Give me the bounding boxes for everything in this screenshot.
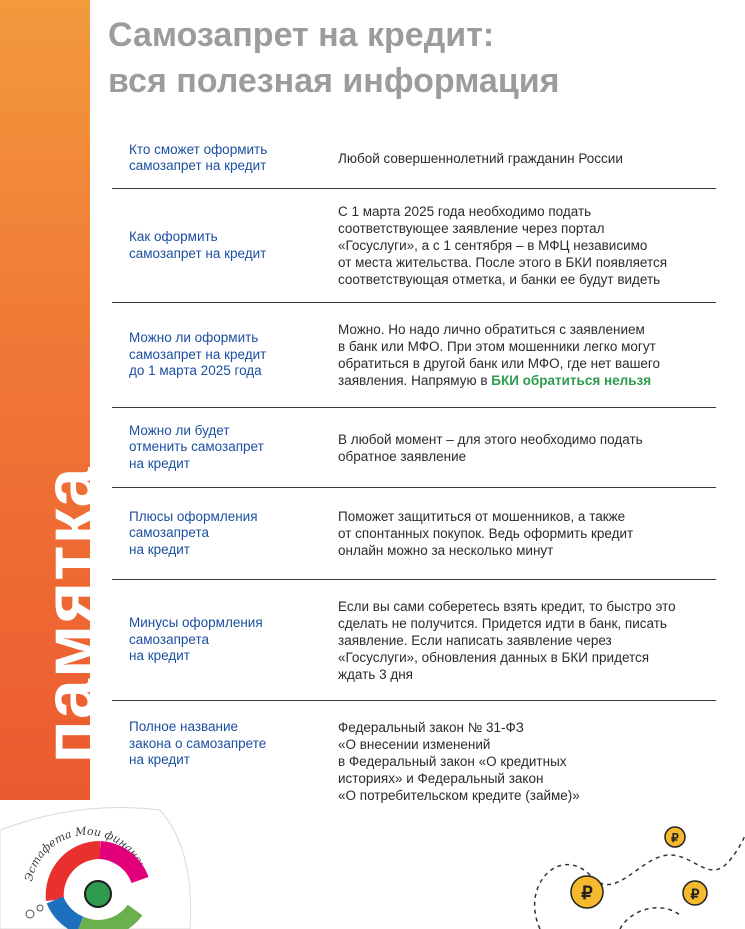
info-table bbox=[112, 128, 716, 801]
row-answer: Любой совершеннолетний гражданин России bbox=[338, 150, 623, 166]
row-question: Можно ли оформить самозапрет на кредит до 1 марта 2025 года bbox=[129, 330, 267, 379]
row-question: Как оформить самозапрет на кредит bbox=[129, 229, 267, 261]
table-row bbox=[112, 128, 716, 189]
table-row bbox=[112, 303, 716, 408]
coin-symbol: ₽ bbox=[671, 831, 679, 845]
row-question: Кто сможет оформить самозапрет на кредит bbox=[129, 141, 268, 173]
row-answer-accent: БКИ обратиться нельзя bbox=[491, 373, 652, 388]
coin-symbol: ₽ bbox=[690, 886, 700, 902]
row-question: Минусы оформления самозапрета на кредит bbox=[129, 615, 263, 664]
row-question: Плюсы оформления самозапрета на кредит bbox=[129, 508, 258, 557]
coin-symbol: ₽ bbox=[581, 883, 593, 903]
coins-illustration bbox=[520, 815, 745, 929]
dotted-path bbox=[535, 835, 745, 929]
title-line-1: Самозапрет на кредит: bbox=[108, 16, 495, 54]
estafeta-logo bbox=[0, 790, 200, 929]
row-answer-text: Можно. Но надо лично обратиться с заявлением в банк или МФО. При этом мошенники легко могут обратиться в другой банк или МФО, где нет вашего заявления. Напрямую в bbox=[338, 322, 661, 388]
row-answer bbox=[322, 321, 716, 389]
side-label: памятка bbox=[30, 466, 110, 764]
row-question: Можно ли будет отменить самозапрет на кредит bbox=[129, 422, 264, 471]
table-row bbox=[112, 488, 716, 580]
row-answer: Федеральный закон № 31-ФЗ «О внесении изменений в Федеральный закон «О кредитных историях» и Федеральный закон «О потребительском кредите (займе)» bbox=[338, 720, 580, 803]
page-title bbox=[108, 12, 559, 104]
dotted-path bbox=[620, 908, 680, 929]
table-row bbox=[112, 189, 716, 303]
row-question: Полное название закона о самозапрете на кредит bbox=[129, 719, 267, 767]
title-line-2: вся полезная информация bbox=[108, 62, 560, 100]
table-row bbox=[112, 408, 716, 488]
table-row bbox=[112, 580, 716, 701]
row-answer: С 1 марта 2025 года необходимо подать соответствующее заявление через портал «Госуслуги», а с 1 сентября – в МФЦ независимо от места жительства. После этого в БКИ появляется соответствующая отметка, и банки ее будут видеть bbox=[338, 204, 668, 287]
logo-text: Эстафета Мои финансы bbox=[22, 824, 150, 883]
row-answer: Если вы сами соберетесь взять кредит, то быстро это сделать не получится. Придется идти в банк, писать заявление. Если написать заявление через «Госуслуги», обновления данных в БКИ придется ждать 3 дня bbox=[338, 598, 676, 682]
logo-center-coin bbox=[85, 881, 111, 907]
row-answer: Поможет защититься от мошенников, а также от спонтанных покупок. Ведь оформить кредит онлайн можно за несколько минут bbox=[338, 509, 634, 558]
table-row bbox=[112, 701, 716, 801]
row-answer: В любой момент – для этого необходимо подать обратное заявление bbox=[338, 431, 643, 464]
